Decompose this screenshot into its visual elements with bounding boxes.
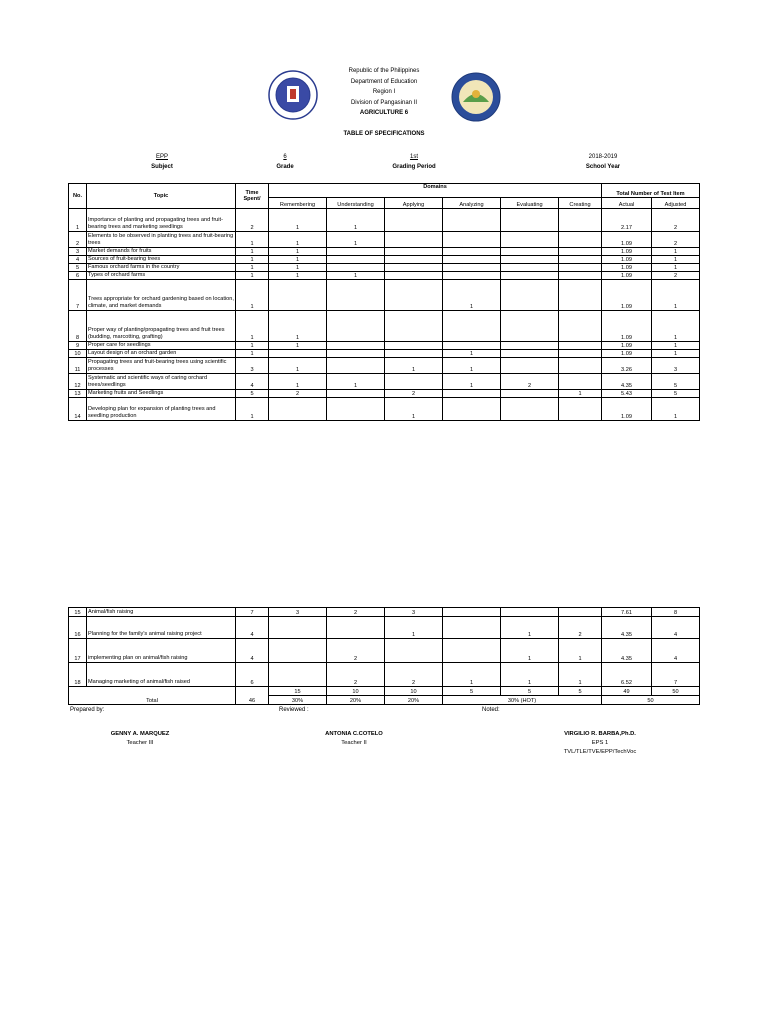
row-evaluating: 1	[501, 639, 559, 663]
row-time: 1	[236, 232, 269, 248]
row-understanding	[327, 248, 385, 256]
row-topic: Systematic and scientific ways of caring orchard trees/seedlings	[87, 374, 236, 390]
row-applying: 3	[385, 608, 443, 617]
row-creating	[559, 342, 602, 350]
grade-value: 6	[283, 154, 287, 160]
col-adjusted: Adjusted	[652, 198, 700, 209]
table-row	[69, 350, 700, 358]
row-topic: Developing plan for expansion of planting trees and seedling production	[87, 398, 236, 421]
row-topic: Layout design of an orchard garden	[87, 350, 236, 358]
row-creating	[559, 398, 602, 421]
row-time: 6	[236, 663, 269, 687]
table-row	[69, 311, 700, 342]
reviewer-name: ANTONIA C.COTELO	[325, 731, 383, 737]
pct-understanding: 20%	[327, 696, 385, 705]
signatory-preparer	[70, 730, 210, 748]
row-analyzing	[443, 311, 501, 342]
table-row	[69, 256, 700, 264]
row-creating: 2	[559, 617, 602, 639]
row-understanding	[327, 350, 385, 358]
row-number: 4	[69, 256, 87, 264]
row-number: 1	[69, 209, 87, 232]
total-evaluating: 5	[501, 687, 559, 696]
subject-value: EPP	[155, 154, 168, 160]
row-understanding: 2	[327, 608, 385, 617]
row-applying	[385, 248, 443, 256]
total-remembering: 15	[269, 687, 327, 696]
col-total: Total Number of Test Item	[602, 184, 700, 198]
row-time: 1	[236, 350, 269, 358]
row-applying: 2	[385, 390, 443, 398]
specification-table-continued	[68, 607, 700, 705]
row-number: 5	[69, 264, 87, 272]
table-row	[69, 209, 700, 232]
row-time: 1	[236, 264, 269, 272]
row-creating	[559, 209, 602, 232]
row-adjusted: 4	[652, 617, 700, 639]
meta-grade	[240, 152, 330, 172]
row-understanding	[327, 342, 385, 350]
row-actual: 4.35	[602, 617, 652, 639]
col-topic: Topic	[87, 184, 236, 209]
row-understanding	[327, 264, 385, 272]
col-applying: Applying	[385, 198, 443, 209]
col-analyzing: Analyzing	[443, 198, 501, 209]
grand-total: 50	[602, 696, 700, 705]
row-remembering: 1	[269, 248, 327, 256]
row-evaluating: 1	[501, 663, 559, 687]
row-applying	[385, 256, 443, 264]
row-adjusted: 2	[652, 272, 700, 280]
preparer-name: GENNY A. MARQUEZ	[110, 731, 170, 737]
document-title: TABLE OF SPECIFICATIONS	[343, 131, 425, 137]
row-evaluating	[501, 264, 559, 272]
row-analyzing	[443, 617, 501, 639]
row-topic: Marketing fruits and Seedlings	[87, 390, 236, 398]
row-number: 16	[69, 617, 87, 639]
row-evaluating	[501, 390, 559, 398]
row-number: 2	[69, 232, 87, 248]
row-adjusted: 1	[652, 342, 700, 350]
row-adjusted: 2	[652, 232, 700, 248]
row-understanding	[327, 617, 385, 639]
row-adjusted: 2	[652, 209, 700, 232]
table-row	[69, 617, 700, 639]
row-number: 17	[69, 639, 87, 663]
row-applying	[385, 350, 443, 358]
row-actual: 2.17	[602, 209, 652, 232]
subject-label: Subject	[151, 164, 173, 170]
row-creating	[559, 350, 602, 358]
row-remembering: 1	[269, 311, 327, 342]
row-analyzing: 1	[443, 663, 501, 687]
pct-remembering: 30%	[269, 696, 327, 705]
col-understanding: Understanding	[327, 198, 385, 209]
table-row	[69, 608, 700, 617]
reviewed-label: Reviewed :	[279, 707, 309, 713]
row-remembering	[269, 398, 327, 421]
row-adjusted: 3	[652, 358, 700, 374]
row-analyzing	[443, 390, 501, 398]
row-time: 1	[236, 272, 269, 280]
table-row	[69, 374, 700, 390]
total-label: Total	[69, 687, 236, 705]
row-understanding	[327, 390, 385, 398]
prepared-label: Prepared by:	[70, 707, 105, 713]
row-actual: 1.09	[602, 342, 652, 350]
row-applying: 1	[385, 617, 443, 639]
row-number: 10	[69, 350, 87, 358]
row-understanding: 2	[327, 639, 385, 663]
col-evaluating: Evaluating	[501, 198, 559, 209]
row-evaluating	[501, 350, 559, 358]
row-time: 1	[236, 248, 269, 256]
col-time: Time Spent/	[236, 184, 269, 209]
row-creating	[559, 358, 602, 374]
row-topic: Types of orchard farms	[87, 272, 236, 280]
row-analyzing	[443, 608, 501, 617]
row-evaluating	[501, 209, 559, 232]
total-time: 46	[236, 687, 269, 705]
row-actual: 7.61	[602, 608, 652, 617]
row-actual: 1.09	[602, 350, 652, 358]
row-analyzing: 1	[443, 280, 501, 311]
meta-year	[558, 152, 648, 172]
row-adjusted: 7	[652, 663, 700, 687]
table-row	[69, 232, 700, 248]
row-adjusted: 1	[652, 264, 700, 272]
row-adjusted: 1	[652, 350, 700, 358]
table-row	[69, 248, 700, 256]
row-understanding: 1	[327, 232, 385, 248]
signatory-reviewer	[284, 730, 424, 748]
table-row	[69, 390, 700, 398]
row-time: 1	[236, 342, 269, 350]
row-analyzing	[443, 209, 501, 232]
row-time: 1	[236, 311, 269, 342]
row-applying	[385, 232, 443, 248]
row-topic: Sources of fruit-bearing trees	[87, 256, 236, 264]
preparer-title: Teacher III	[126, 740, 154, 746]
row-analyzing	[443, 398, 501, 421]
header-subject-grade: AGRICULTURE 6	[359, 110, 409, 116]
row-topic: Elements to be observed in planting trees and fruit-bearing trees	[87, 232, 236, 248]
row-analyzing	[443, 256, 501, 264]
header-country: Republic of the Philippines	[348, 68, 420, 74]
total-understanding: 10	[327, 687, 385, 696]
row-creating: 1	[559, 390, 602, 398]
col-remembering: Remembering	[269, 198, 327, 209]
row-creating	[559, 256, 602, 264]
row-remembering: 1	[269, 256, 327, 264]
row-understanding: 1	[327, 374, 385, 390]
row-actual: 1.09	[602, 272, 652, 280]
row-actual: 1.09	[602, 248, 652, 256]
row-remembering	[269, 663, 327, 687]
row-adjusted: 1	[652, 280, 700, 311]
row-creating	[559, 248, 602, 256]
row-adjusted: 5	[652, 390, 700, 398]
row-time: 1	[236, 280, 269, 311]
row-applying	[385, 209, 443, 232]
row-understanding: 1	[327, 272, 385, 280]
year-label: School Year	[585, 164, 621, 170]
row-topic: Market demands for fruits	[87, 248, 236, 256]
row-creating	[559, 311, 602, 342]
row-understanding	[327, 398, 385, 421]
row-analyzing	[443, 272, 501, 280]
row-remembering: 1	[269, 209, 327, 232]
row-time: 5	[236, 390, 269, 398]
row-actual: 1.09	[602, 311, 652, 342]
period-label: Grading Period	[392, 164, 436, 170]
row-remembering	[269, 280, 327, 311]
row-time: 4	[236, 617, 269, 639]
row-remembering	[269, 639, 327, 663]
noter-title: EPS 1	[591, 740, 609, 746]
row-time: 3	[236, 358, 269, 374]
table-row	[69, 272, 700, 280]
row-evaluating	[501, 248, 559, 256]
row-analyzing: 1	[443, 358, 501, 374]
row-evaluating	[501, 342, 559, 350]
total-analyzing: 5	[443, 687, 501, 696]
total-creating: 5	[559, 687, 602, 696]
row-remembering: 1	[269, 374, 327, 390]
row-time: 4	[236, 374, 269, 390]
row-applying	[385, 342, 443, 350]
row-evaluating	[501, 608, 559, 617]
total-applying: 10	[385, 687, 443, 696]
row-number: 13	[69, 390, 87, 398]
row-remembering: 3	[269, 608, 327, 617]
noter-subtitle: TVL/TLE/TVE/EPP/TechVoc	[563, 749, 637, 755]
row-adjusted: 1	[652, 311, 700, 342]
row-analyzing: 1	[443, 374, 501, 390]
row-remembering: 1	[269, 264, 327, 272]
col-no: No.	[69, 184, 87, 209]
row-actual: 3.26	[602, 358, 652, 374]
total-adjusted: 50	[652, 687, 700, 696]
row-evaluating	[501, 280, 559, 311]
row-remembering: 1	[269, 358, 327, 374]
row-remembering: 1	[269, 272, 327, 280]
row-creating: 1	[559, 639, 602, 663]
row-applying	[385, 272, 443, 280]
row-analyzing	[443, 342, 501, 350]
specification-table	[68, 183, 700, 421]
year-value: 2018-2019	[588, 154, 618, 160]
table-row	[69, 639, 700, 663]
totals-row	[69, 687, 700, 696]
col-actual: Actual	[602, 198, 652, 209]
row-adjusted: 1	[652, 398, 700, 421]
row-evaluating	[501, 358, 559, 374]
row-remembering	[269, 350, 327, 358]
row-actual: 1.09	[602, 256, 652, 264]
row-understanding	[327, 256, 385, 264]
table-row	[69, 280, 700, 311]
row-topic: Animal/fish raising	[87, 608, 236, 617]
row-time: 7	[236, 608, 269, 617]
col-domains: Domains	[269, 184, 602, 198]
row-understanding	[327, 311, 385, 342]
row-number: 9	[69, 342, 87, 350]
signatory-noter	[530, 730, 670, 757]
row-remembering	[269, 617, 327, 639]
row-understanding: 1	[327, 209, 385, 232]
row-adjusted: 4	[652, 639, 700, 663]
row-analyzing	[443, 264, 501, 272]
row-applying: 1	[385, 358, 443, 374]
row-number: 15	[69, 608, 87, 617]
row-applying	[385, 311, 443, 342]
row-number: 18	[69, 663, 87, 687]
row-creating	[559, 264, 602, 272]
reviewer-title: Teacher II	[341, 740, 367, 746]
meta-subject	[117, 152, 207, 172]
table-row	[69, 358, 700, 374]
row-number: 6	[69, 272, 87, 280]
row-time: 1	[236, 398, 269, 421]
noter-name: VIRGILIO R. BARBA,Ph.D.	[564, 731, 636, 737]
row-topic: Managing marketing of animal/fish raised	[87, 663, 236, 687]
row-number: 14	[69, 398, 87, 421]
row-evaluating	[501, 398, 559, 421]
row-evaluating	[501, 272, 559, 280]
table-row	[69, 342, 700, 350]
row-creating: 1	[559, 663, 602, 687]
row-topic: Planning for the family's animal raising project	[87, 617, 236, 639]
row-analyzing: 1	[443, 350, 501, 358]
row-topic: Proper way of planting/propagating trees and fruit trees (budding, marcotting, grafting)	[87, 311, 236, 342]
row-applying	[385, 639, 443, 663]
pct-hot: 30% (HOT)	[443, 696, 602, 705]
header-region: Region I	[372, 89, 396, 95]
row-topic: Importance of planting and propagating trees and fruit-bearing trees and marketing seedlings	[87, 209, 236, 232]
row-number: 3	[69, 248, 87, 256]
noted-label: Noted:	[482, 707, 500, 713]
row-creating	[559, 272, 602, 280]
row-creating	[559, 232, 602, 248]
header-department: Department of Education	[350, 78, 418, 85]
row-topic: Proper care for seedlings	[87, 342, 236, 350]
row-evaluating	[501, 311, 559, 342]
row-adjusted: 5	[652, 374, 700, 390]
col-creating: Creating	[559, 198, 602, 209]
row-actual: 6.52	[602, 663, 652, 687]
row-actual: 1.09	[602, 232, 652, 248]
row-applying	[385, 280, 443, 311]
pct-applying: 20%	[385, 696, 443, 705]
total-actual: 49	[602, 687, 652, 696]
row-number: 7	[69, 280, 87, 311]
row-remembering: 1	[269, 232, 327, 248]
period-value: 1st	[409, 154, 418, 160]
row-understanding	[327, 280, 385, 311]
row-topic: implementing plan on animal/fish raising	[87, 639, 236, 663]
row-topic: Famous orchard farms in the country	[87, 264, 236, 272]
row-number: 8	[69, 311, 87, 342]
row-evaluating: 1	[501, 617, 559, 639]
row-creating	[559, 280, 602, 311]
row-analyzing	[443, 232, 501, 248]
row-actual: 1.09	[602, 280, 652, 311]
row-evaluating	[501, 256, 559, 264]
row-actual: 4.35	[602, 639, 652, 663]
grade-label: Grade	[276, 164, 294, 170]
row-number: 11	[69, 358, 87, 374]
row-applying	[385, 374, 443, 390]
row-topic: Trees appropriate for orchard gardening based on location, climate, and market demands	[87, 280, 236, 311]
row-remembering: 2	[269, 390, 327, 398]
row-time: 2	[236, 209, 269, 232]
row-actual: 5.43	[602, 390, 652, 398]
row-time: 4	[236, 639, 269, 663]
table-row	[69, 264, 700, 272]
row-actual: 4.35	[602, 374, 652, 390]
meta-period	[369, 152, 459, 172]
table-row	[69, 663, 700, 687]
row-topic: Propagating trees and fruit-bearing trees using scientific processes	[87, 358, 236, 374]
table-row	[69, 398, 700, 421]
row-number: 12	[69, 374, 87, 390]
row-creating	[559, 608, 602, 617]
row-evaluating: 2	[501, 374, 559, 390]
row-applying	[385, 264, 443, 272]
row-applying: 1	[385, 398, 443, 421]
header-block	[0, 66, 768, 119]
row-evaluating	[501, 232, 559, 248]
row-adjusted: 1	[652, 256, 700, 264]
row-remembering: 1	[269, 342, 327, 350]
row-applying: 2	[385, 663, 443, 687]
header-division: Division of Pangasinan II	[350, 99, 418, 106]
row-analyzing	[443, 248, 501, 256]
row-analyzing	[443, 639, 501, 663]
row-actual: 1.09	[602, 398, 652, 421]
row-time: 1	[236, 256, 269, 264]
row-understanding: 2	[327, 663, 385, 687]
row-understanding	[327, 358, 385, 374]
row-adjusted: 1	[652, 248, 700, 256]
row-creating	[559, 374, 602, 390]
row-adjusted: 8	[652, 608, 700, 617]
row-actual: 1.09	[602, 264, 652, 272]
